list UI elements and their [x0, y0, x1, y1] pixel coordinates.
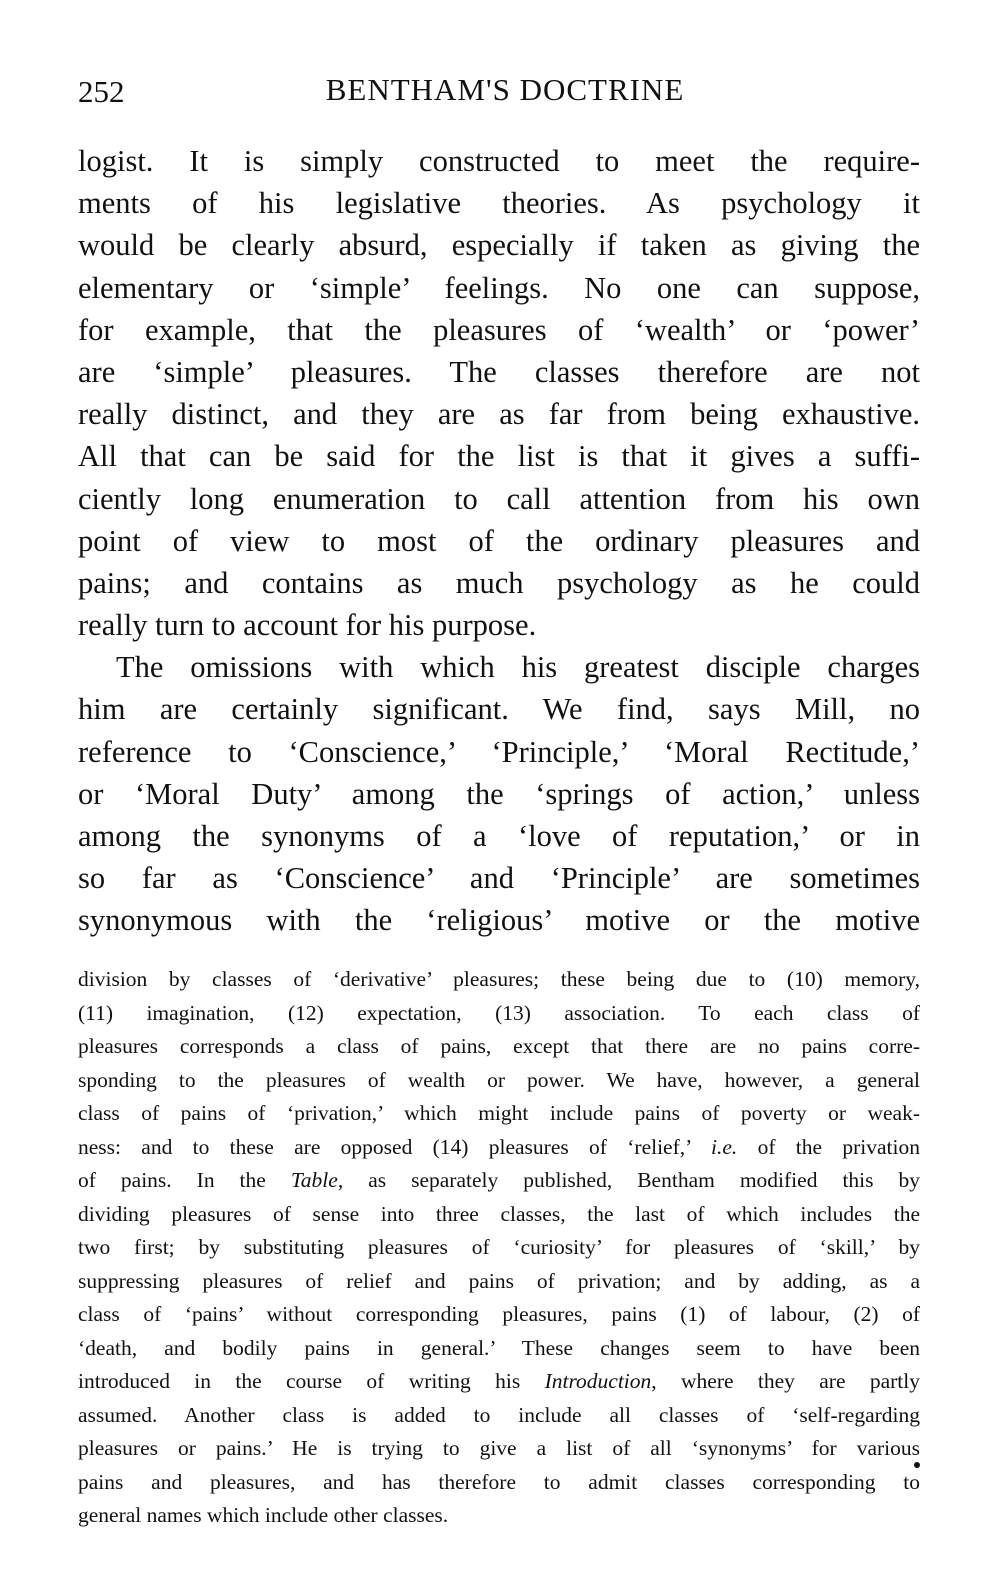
footnote-line: [78, 1399, 920, 1433]
text-segment: him are certainly significant. We find, says Mill, no: [78, 692, 920, 727]
body-line: [78, 688, 920, 730]
body-line: [78, 267, 920, 309]
text-segment: pleasures or pains.’ He is trying to give a list of all ‘synonyms’ for various: [78, 1436, 920, 1460]
text-segment: division by classes of ‘derivative’ pleasures; these being due to (10) memory,: [78, 967, 920, 991]
text-segment: reference to ‘Conscience,’ ‘Principle,’ ‘Moral Rectitude,’: [78, 734, 920, 769]
footnote-line: [78, 1164, 920, 1198]
footnote: [78, 963, 920, 1533]
text-segment: pains and pleasures, and has therefore to admit classes corresponding to: [78, 1469, 920, 1494]
text-segment: synonymous with the ‘religious’ motive or the motive: [78, 903, 920, 938]
footnote-line: [78, 1332, 920, 1366]
text-segment: (11) imagination, (12) expectation, (13) association. To each class of: [78, 1000, 920, 1025]
text-segment: logist. It is simply constructed to meet the require-: [78, 144, 920, 178]
footnote-line: [78, 1231, 920, 1265]
text-segment: pains; and contains as much psychology as he could: [78, 565, 920, 600]
body-line: [78, 478, 920, 520]
footnote-line: [78, 997, 920, 1031]
body-line: [78, 309, 920, 351]
body-line: [78, 646, 920, 688]
text-segment: assumed. Another class is added to include all classes of ‘self-regarding: [78, 1402, 920, 1427]
footnote-line: [78, 963, 920, 997]
text-segment: would be clearly absurd, especially if taken as giving the: [78, 228, 920, 263]
footnote-line: [78, 1298, 920, 1332]
text-segment: point of view to most of the ordinary pleasures and: [78, 523, 920, 558]
text-segment: so far as ‘Conscience’ and ‘Principle’ are sometimes: [78, 861, 920, 896]
body-line: [78, 815, 920, 857]
body-line: [78, 604, 920, 646]
text-segment: ments of his legislative theories. As psychology it: [78, 186, 920, 221]
text-segment: suppressing pleasures of relief and pains of privation; and by adding, as a: [78, 1268, 920, 1293]
body-line: [78, 562, 920, 604]
body-line: [78, 435, 920, 477]
text-segment: pleasures corresponds a class of pains, except that there are no pains corre-: [78, 1034, 920, 1058]
footnote-line: [78, 1365, 920, 1399]
body-line: [78, 224, 920, 266]
text-segment: The omissions with which his greatest disciple charges: [116, 650, 920, 685]
italic-text: i.e.: [711, 1134, 738, 1159]
footnote-line: [78, 1499, 920, 1533]
body-line: [78, 899, 920, 941]
text-segment: of pains. In the: [78, 1168, 291, 1192]
text-segment: of the privation: [737, 1134, 920, 1159]
footnote-line: [78, 1097, 920, 1131]
body-line: [78, 731, 920, 773]
text-segment: elementary or ‘simple’ feelings. No one can suppose,: [78, 270, 920, 305]
footnote-line: [78, 1198, 920, 1232]
text-segment: among the synonyms of a ‘love of reputation,’ or in: [78, 819, 920, 853]
text-segment: introduced in the course of writing his: [78, 1369, 545, 1393]
body-line: [78, 182, 920, 224]
footnote-line: [78, 1466, 920, 1500]
footnote-line: [78, 1030, 920, 1064]
text-segment: dividing pleasures of sense into three classes, the last of which includes the: [78, 1201, 920, 1226]
text-segment: or ‘Moral Duty’ among the ‘springs of action,’ unless: [78, 776, 920, 811]
italic-text: Table: [290, 1168, 338, 1192]
text-segment: are ‘simple’ pleasures. The classes therefore are not: [78, 354, 920, 389]
text-segment: really distinct, and they are as far from being exhaustive.: [78, 397, 920, 432]
text-segment: for example, that the pleasures of ‘wealth’ or ‘power’: [78, 312, 920, 347]
text-segment: sponding to the pleasures of wealth or power. We have, however, a general: [78, 1067, 920, 1092]
body-line: [78, 351, 920, 393]
text-segment: ‘death, and bodily pains in general.’ These changes seem to have been: [78, 1335, 920, 1360]
text-segment: All that can be said for the list is that it gives a suffi-: [78, 439, 920, 474]
page-number: 252: [78, 74, 125, 109]
body-line: [78, 520, 920, 562]
body-line: [78, 857, 920, 899]
body-line: [78, 393, 920, 435]
footnote-line: [78, 1265, 920, 1299]
text-segment: general names which include other classes.: [78, 1503, 449, 1527]
text-segment: , where they are partly: [651, 1369, 920, 1393]
text-segment: really turn to account for his purpose.: [78, 608, 537, 643]
footnote-line: [78, 1432, 920, 1466]
running-title: BENTHAM'S DOCTRINE: [325, 72, 685, 107]
ink-speck: [914, 1462, 920, 1468]
body-text: [78, 140, 920, 942]
text-segment: ness: and to these are opposed (14) pleasures of ‘relief,’: [78, 1134, 712, 1159]
text-segment: ciently long enumeration to call attention from his own: [78, 481, 920, 516]
italic-text: Introduction: [544, 1369, 652, 1393]
body-line: [78, 773, 920, 815]
footnote-line: [78, 1064, 920, 1098]
body-line: [78, 140, 920, 182]
text-segment: class of ‘pains’ without corresponding pleasures, pains (1) of labour, (2) of: [78, 1302, 920, 1326]
footnote-line: [78, 1131, 920, 1165]
text-segment: two first; by substituting pleasures of ‘curiosity’ for pleasures of ‘skill,’ by: [78, 1235, 920, 1259]
text-segment: class of pains of ‘privation,’ which might include pains of poverty or weak-: [78, 1101, 920, 1125]
text-segment: , as separately published, Bentham modified this by: [337, 1168, 920, 1192]
